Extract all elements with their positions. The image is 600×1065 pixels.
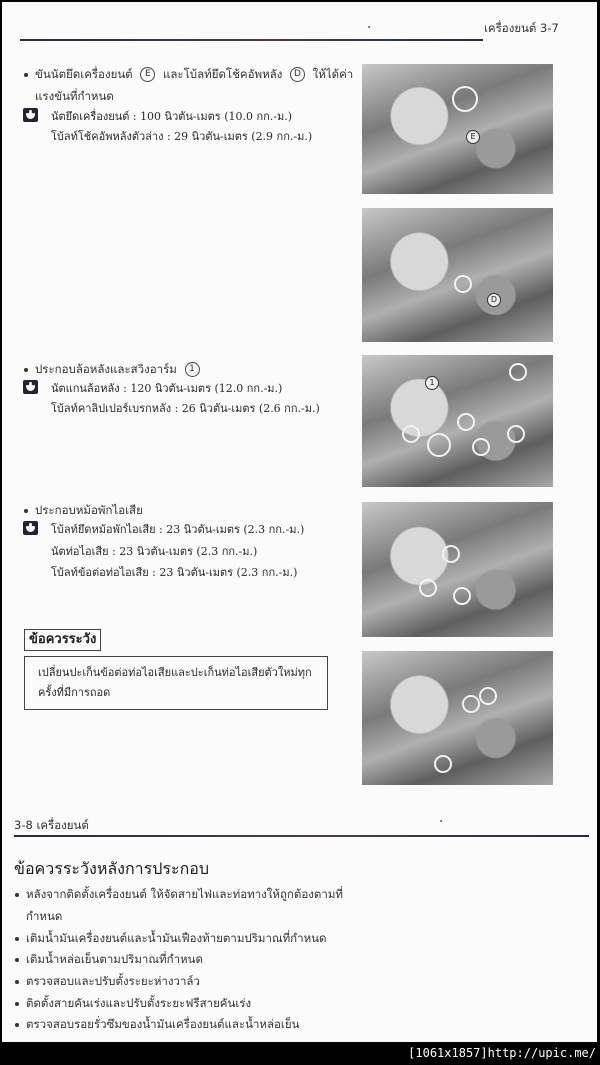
scan-speck [368, 26, 370, 28]
list-item-text: หลังจากติดตั้งเครื่องยนต์ ให้จัดสายไฟและท่อทางให้ถูกต้องตามที่ [26, 887, 343, 901]
bullet-dot [15, 980, 19, 984]
callout-circle [454, 275, 472, 293]
list-item [15, 951, 203, 969]
callout-circle [402, 425, 420, 443]
torque-wrench-icon [23, 521, 38, 535]
marker-d: D [290, 67, 305, 82]
photo-rear-shock-bolt [362, 208, 553, 342]
photo-muffler [362, 502, 553, 637]
list-item [15, 1016, 299, 1034]
marker-e: E [140, 67, 155, 82]
torque-spec: นัตแกนล้อหลัง : 120 นิวตัน-เมตร (12.0 กก.-ม.) [51, 382, 283, 395]
step3-line1 [24, 502, 143, 520]
step2-line1 [24, 361, 204, 379]
bullet-dot [24, 73, 28, 77]
page-header-3-7: เครื่องยนต์ 3-7 [484, 21, 559, 35]
torque-spec: โบ้ลท์ข้อต่อท่อไอเสีย : 23 นิวตัน-เมตร (2.3 กก.-ม.) [51, 566, 298, 579]
list-item [15, 995, 251, 1013]
callout-circle [507, 425, 525, 443]
step1-line2: แรงขันที่กำหนด [35, 89, 114, 103]
bullet-dot [15, 893, 19, 897]
list-item-text: เติมน้ำหล่อเย็นตามปริมาณที่กำหนด [26, 952, 203, 966]
list-item [15, 973, 200, 991]
step1-line1 [24, 66, 353, 84]
list-item-text: ติดตั้งสายคันเร่งและปรับตั้งระยะฟรีสายคันเร่ง [26, 996, 252, 1010]
torque-wrench-icon [23, 380, 38, 394]
list-item [15, 930, 327, 948]
photo-label-1: 1 [425, 376, 439, 390]
bullet-dot [15, 1023, 19, 1027]
marker-1: 1 [185, 362, 200, 377]
callout-circle [442, 545, 460, 563]
callout-circle [453, 587, 471, 605]
list-item-text: ตรวจสอบและปรับตั้งระยะห่างวาล์ว [26, 974, 200, 988]
torque-spec: โบ้ลท์ยึดหม้อพักไอเสีย : 23 นิวตัน-เมตร (2.3 กก.-ม.) [51, 523, 305, 536]
callout-circle [427, 433, 451, 457]
bullet-dot [15, 937, 19, 941]
caution-box [24, 656, 328, 710]
torque-spec: โบ้ลท์โช้คอัพหลังตัวล่าง : 29 นิวตัน-เมตร (2.9 กก.-ม.) [51, 130, 313, 143]
caution-line2: ครั้งที่มีการถอด [38, 686, 111, 699]
photo-label-d: D [487, 293, 501, 307]
scan-speck [440, 820, 442, 822]
callout-circle [457, 413, 475, 431]
photo-label-e: E [466, 130, 480, 144]
step1-text-c: ให้ได้ค่า [312, 67, 354, 81]
bullet-dot [15, 1002, 19, 1006]
caution-line1: เปลี่ยนปะเก็นข้อต่อท่อไอเสียและปะเก็นท่อไอเสียตัวใหม่ทุก [38, 666, 312, 679]
bullet-dot [24, 368, 28, 372]
step3-text: ประกอบหม้อพักไอเสีย [35, 503, 143, 517]
callout-circle [419, 579, 437, 597]
page-header-3-8: 3-8 เครื่องยนต์ [14, 818, 89, 832]
torque-spec: นัตท่อไอเสีย : 23 นิวตัน-เมตร (2.3 กก.-ม.) [51, 545, 258, 558]
torque-wrench-icon [23, 108, 38, 122]
callout-circle [434, 755, 452, 773]
torque-spec: โบ้ลท์คาลิปเปอร์เบรกหลัง : 26 นิวตัน-เมตร (2.6 กก.-ม.) [51, 402, 320, 415]
callout-circle [462, 695, 480, 713]
step2-text: ประกอบล้อหลังและสวิงอาร์ม [35, 362, 177, 376]
header-rule [14, 835, 589, 837]
bullet-dot [24, 509, 28, 513]
header-rule [20, 39, 483, 41]
list-item-text: เติมน้ำมันเครื่องยนต์และน้ำมันเฟืองท้ายตามปริมาณที่กำหนด [26, 931, 327, 945]
photo-exhaust-pipe-joint [362, 651, 553, 785]
step1-text-b: และโบ้ลท์ยึดโช้คอัพหลัง [162, 67, 283, 81]
callout-circle [479, 687, 497, 705]
list-item [15, 886, 343, 904]
callout-circle [452, 86, 478, 112]
photo-engine-mount-nut [362, 64, 553, 194]
list-item-text: ตรวจสอบรอยรั่วซึมของน้ำมันเครื่องยนต์และน้ำหล่อเย็น [26, 1017, 300, 1031]
step1-text-a: ขันนัตยึดเครื่องยนต์ [35, 67, 133, 81]
callout-circle [472, 438, 490, 456]
bullet-dot [15, 958, 19, 962]
photo-rear-wheel-swingarm [362, 355, 553, 487]
section-title: ข้อควรระวังหลังการประกอบ [14, 859, 210, 878]
list-item-continuation: กำหนด [26, 909, 63, 923]
caution-title: ข้อควรระวัง [24, 629, 101, 651]
torque-spec: นัตยึดเครื่องยนต์ : 100 นิวตัน-เมตร (10.0 กก.-ม.) [51, 110, 293, 123]
callout-circle [509, 363, 527, 381]
watermark-text: [1061x1857]http://upic.me/ [408, 1046, 596, 1060]
